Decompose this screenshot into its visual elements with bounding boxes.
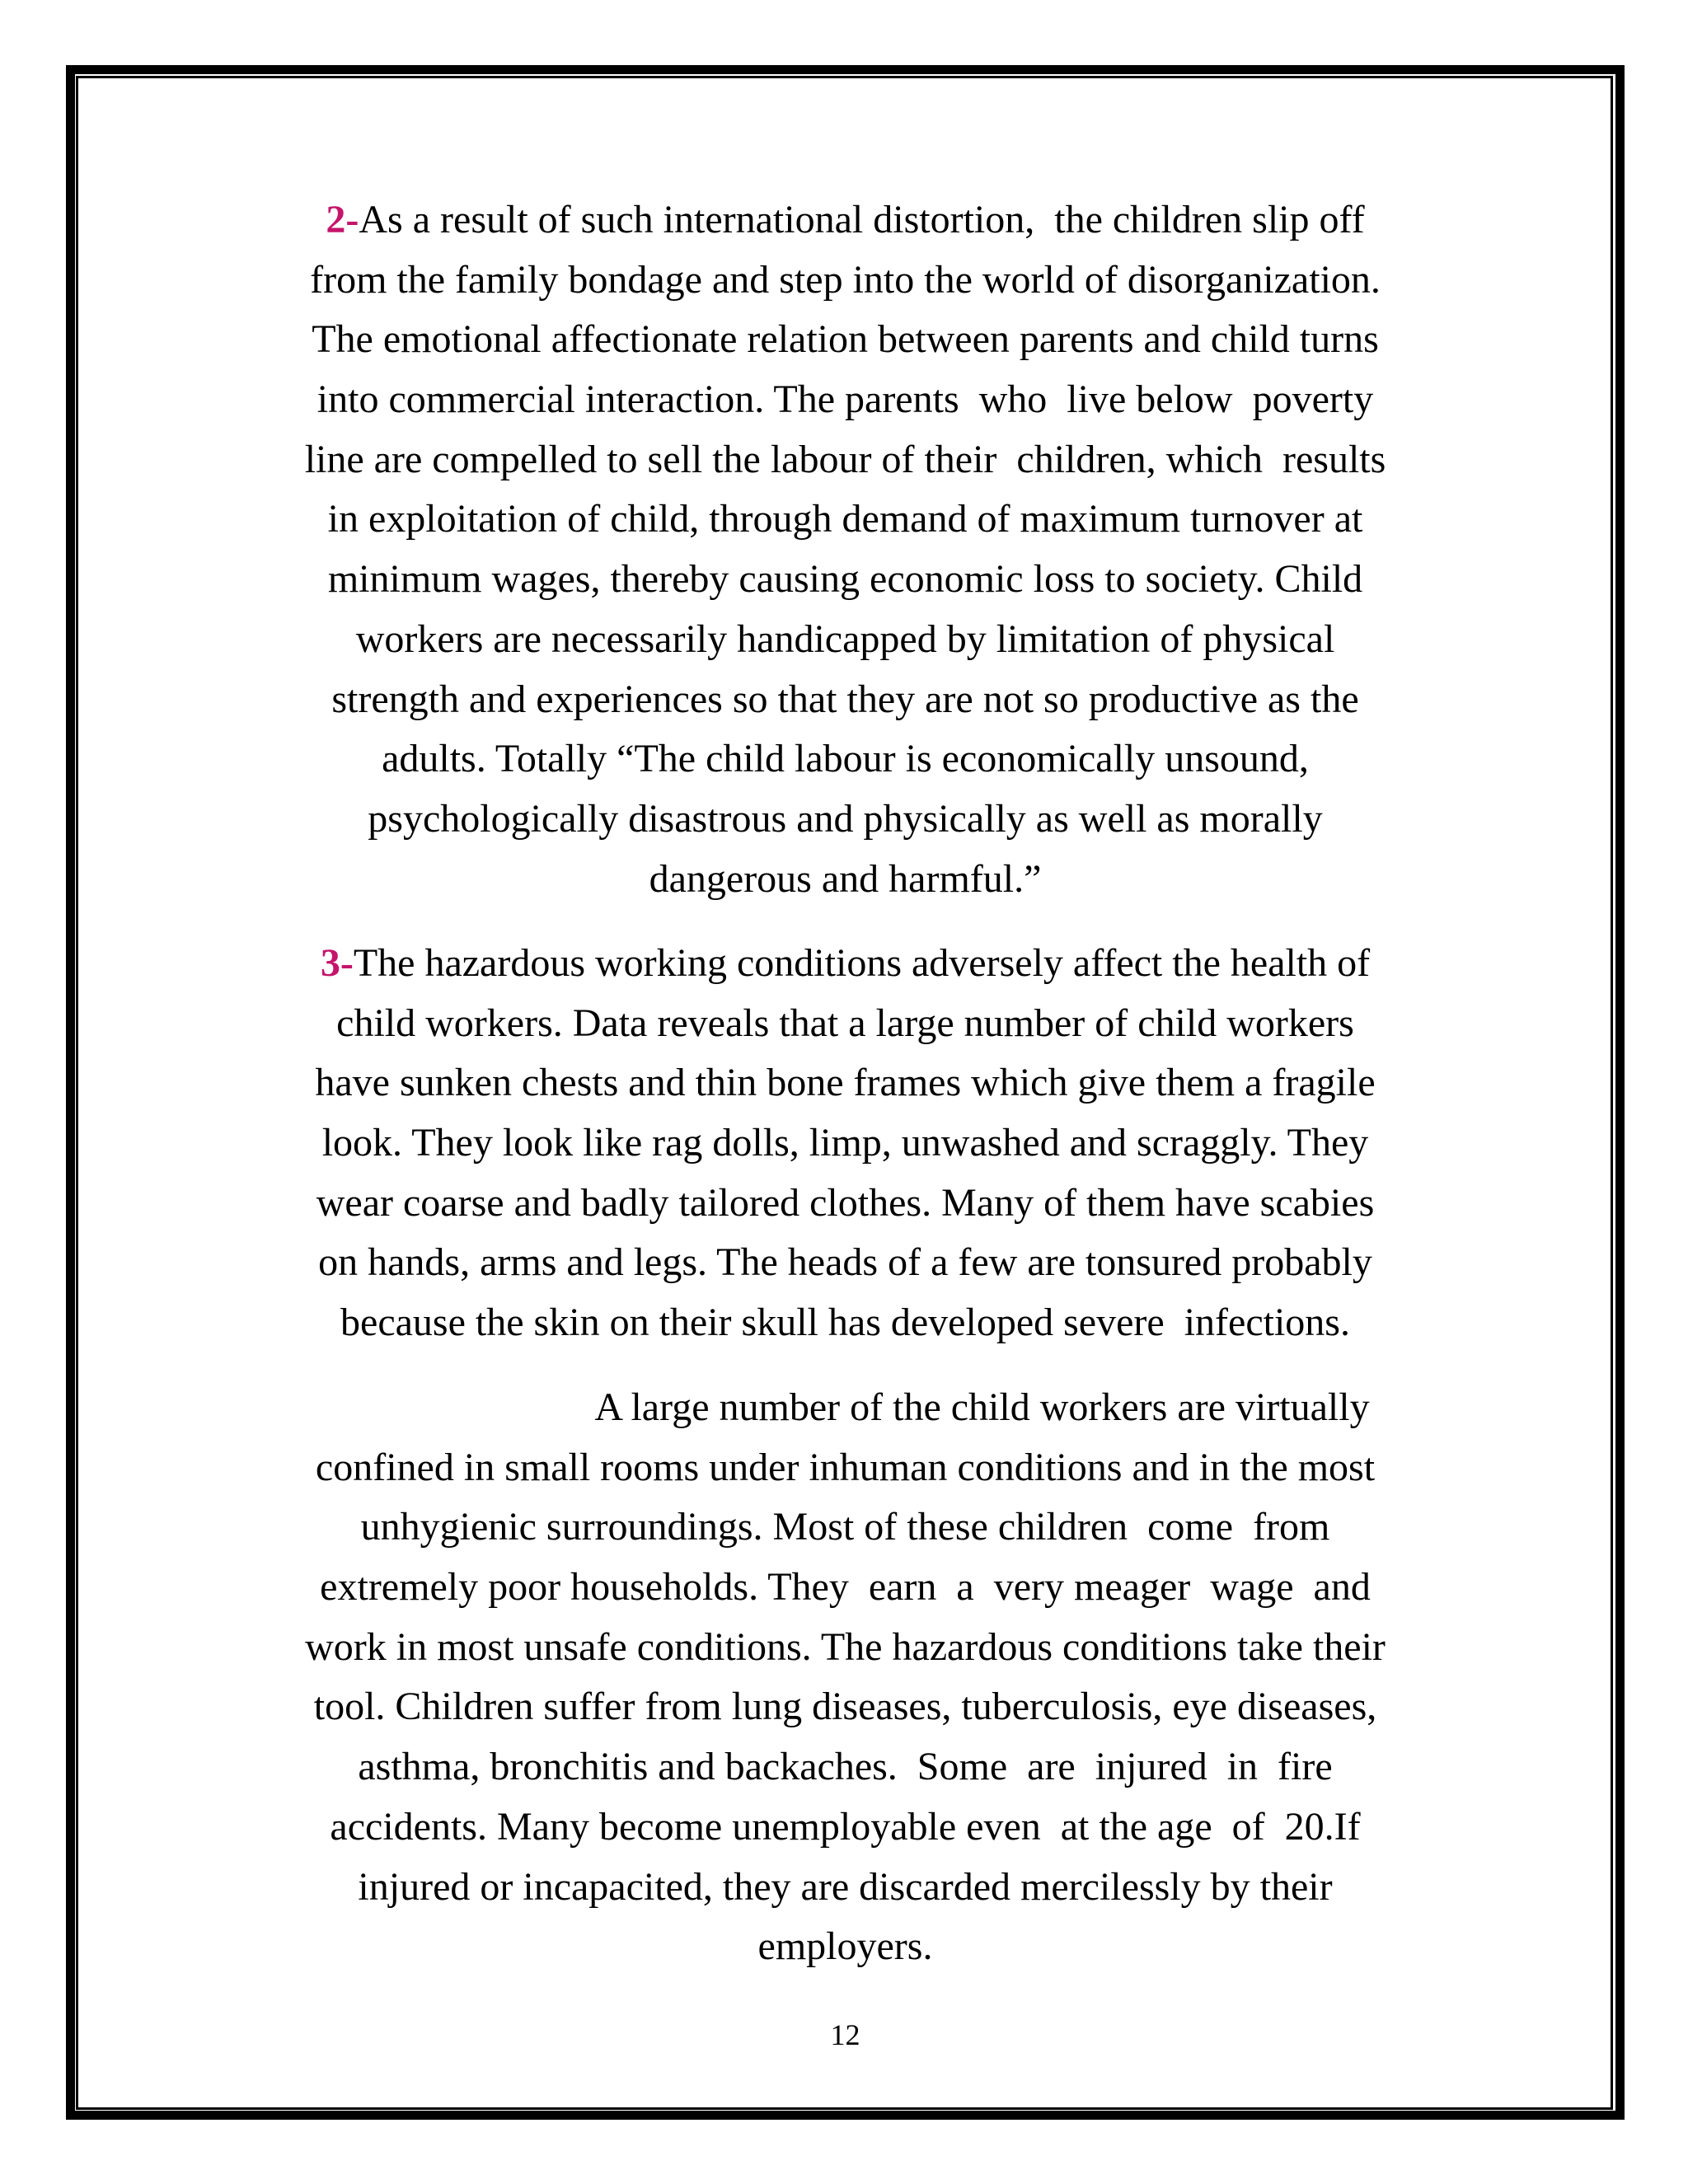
text-line: unhygienic surroundings. Most of these children come from	[360, 1505, 1330, 1549]
page-number: 12	[830, 2018, 860, 2051]
text-line: wear coarse and badly tailored clothes. Many of them have scabies	[316, 1180, 1375, 1225]
text-line	[66, 934, 1625, 994]
text-line: strength and experiences so that they are not so productive as the	[331, 677, 1359, 721]
text-line: extremely poor households. They earn a very meager wage and	[320, 1565, 1371, 1610]
text-line: look. They look like rag dolls, limp, unwashed and scraggly. They	[321, 1121, 1369, 1165]
paragraph-marker: 3-	[320, 941, 354, 985]
text-line: tool. Children suffer from lung diseases, tuberculosis, eye diseases,	[313, 1685, 1377, 1729]
text-line: from the family bondage and step into the world of disorganization.	[310, 257, 1381, 302]
text-line: into commercial interaction. The parents who live below poverty	[316, 377, 1374, 422]
text-line	[66, 190, 1625, 251]
text-line: dangerous and harmful.”	[649, 856, 1042, 901]
text-line: confined in small rooms under inhuman conditions and in the most	[315, 1445, 1376, 1489]
text-line-content: The hazardous working conditions adversely affect the health of	[353, 941, 1371, 985]
text-line: workers are necessarily handicapped by limitation of physical	[355, 616, 1335, 661]
text-line: work in most unsafe conditions. The hazardous conditions take their	[305, 1624, 1386, 1669]
text-line: The emotional affectionate relation between parents and child turns	[312, 317, 1379, 362]
paragraph-3	[66, 934, 1625, 1353]
text-line: adults. Totally “The child labour is economically unsound,	[382, 737, 1309, 781]
text-line: asthma, bronchitis and backaches. Some are injured in fire	[358, 1745, 1333, 1789]
paragraph-marker: 2-	[326, 198, 359, 241]
paragraph-continuation	[66, 1378, 1625, 1977]
text-line: because the skin on their skull has developed severe infections.	[340, 1301, 1350, 1345]
text-line: in exploitation of child, through demand of maximum turnover at	[327, 497, 1363, 541]
text-line-content: As a result of such international distortion, the children slip off	[359, 198, 1365, 241]
text-line: employers.	[757, 1924, 933, 1969]
text-line-indented: A large number of the child workers are virtually	[594, 1385, 1370, 1429]
text-line: on hands, arms and legs. The heads of a few are tonsured probably	[318, 1240, 1372, 1285]
text-line: minimum wages, thereby causing economic loss to society. Child	[327, 557, 1363, 602]
paragraph-2	[66, 190, 1625, 909]
text-line: injured or incapacited, they are discarded mercilessly by their	[358, 1864, 1333, 1909]
text-line: accidents. Many become unemployable even at the age of 20.If	[330, 1804, 1361, 1849]
text-line: line are compelled to sell the labour of their children, which results	[304, 437, 1386, 481]
text-line: child workers. Data reveals that a large number of child workers	[336, 1001, 1354, 1045]
text-line: psychologically disastrous and physically as well as morally	[368, 796, 1323, 841]
text-line: have sunken chests and thin bone frames which give them a fragile	[315, 1061, 1376, 1105]
